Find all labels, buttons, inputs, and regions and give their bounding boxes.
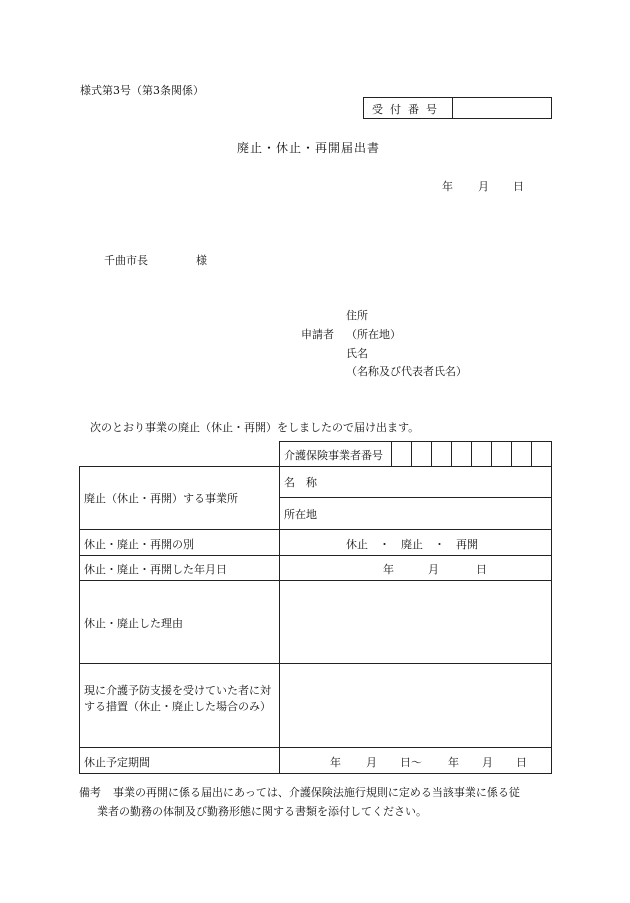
period-start-year: 年 [330, 756, 341, 769]
office-address-label: 所在地 [284, 508, 317, 521]
office-address-field[interactable] [330, 502, 548, 524]
type-options[interactable]: 休止 ・ 廃止 ・ 再開 [346, 538, 478, 551]
office-number-digit[interactable] [413, 446, 430, 462]
office-number-label: 介護保険事業者番号 [284, 449, 383, 462]
office-number-digit[interactable] [473, 446, 490, 462]
date-label: 休止・廃止・再開した年月日 [84, 563, 227, 576]
period-start-month: 月 [366, 756, 377, 769]
addressee-honorific: 様 [196, 254, 207, 267]
page-title: 廃止・休止・再開届出書 [237, 141, 381, 155]
office-name-field[interactable] [330, 470, 548, 492]
period-end-year: 年 [448, 756, 459, 769]
addressee-name: 千曲市長 [104, 254, 148, 267]
office-number-digit[interactable] [393, 446, 410, 462]
office-number-digit[interactable] [433, 446, 450, 462]
note-label: 備考 [79, 786, 101, 799]
office-label: 廃止（休止・再開）する事業所 [84, 492, 238, 505]
applicant-address-note: （所在地） [346, 328, 401, 341]
event-date-month: 月 [428, 563, 439, 576]
measure-field[interactable] [284, 668, 546, 742]
period-label: 休止予定期間 [84, 756, 150, 769]
receipt-number-field[interactable] [458, 101, 546, 115]
office-number-digit[interactable] [533, 446, 550, 462]
applicant-name-label: 氏名 [346, 347, 368, 360]
applicant-label: 申請者 [301, 328, 334, 341]
reason-label: 休止・廃止した理由 [84, 617, 183, 630]
type-label: 休止・廃止・再開の別 [84, 538, 194, 551]
office-number-digit[interactable] [513, 446, 530, 462]
period-end-day: 日 [516, 756, 527, 769]
receipt-label: 受付番号 [372, 103, 444, 116]
note-line-1: 事業の再開に係る届出にあっては、介護保険法施行規則に定める当該事業に係る従 [113, 786, 520, 799]
period-end-month: 月 [482, 756, 493, 769]
applicant-name-note: （名称及び代表者氏名） [346, 365, 467, 378]
date-year: 年 [442, 180, 453, 193]
applicant-address-label: 住所 [346, 309, 368, 322]
date-day: 日 [513, 180, 524, 193]
event-date-year: 年 [383, 563, 394, 576]
office-number-digit[interactable] [493, 446, 510, 462]
period-start-day: 日～ [400, 756, 422, 769]
date-month: 月 [478, 180, 489, 193]
office-number-digit[interactable] [453, 446, 470, 462]
intro-text: 次のとおり事業の廃止（休止・再開）をしましたので届け出ます。 [90, 421, 420, 434]
measure-label: 現に介護予防支援を受けていた者に対する措置（休止・廃止した場合のみ） [84, 684, 271, 713]
reason-field[interactable] [284, 584, 546, 658]
event-date-day: 日 [476, 563, 487, 576]
form-number: 様式第3号（第3条関係） [80, 84, 204, 97]
note-line-2: 業者の勤務の体制及び勤務形態に関する書類を添付してください。 [97, 805, 427, 818]
office-name-label: 名 称 [284, 476, 317, 489]
